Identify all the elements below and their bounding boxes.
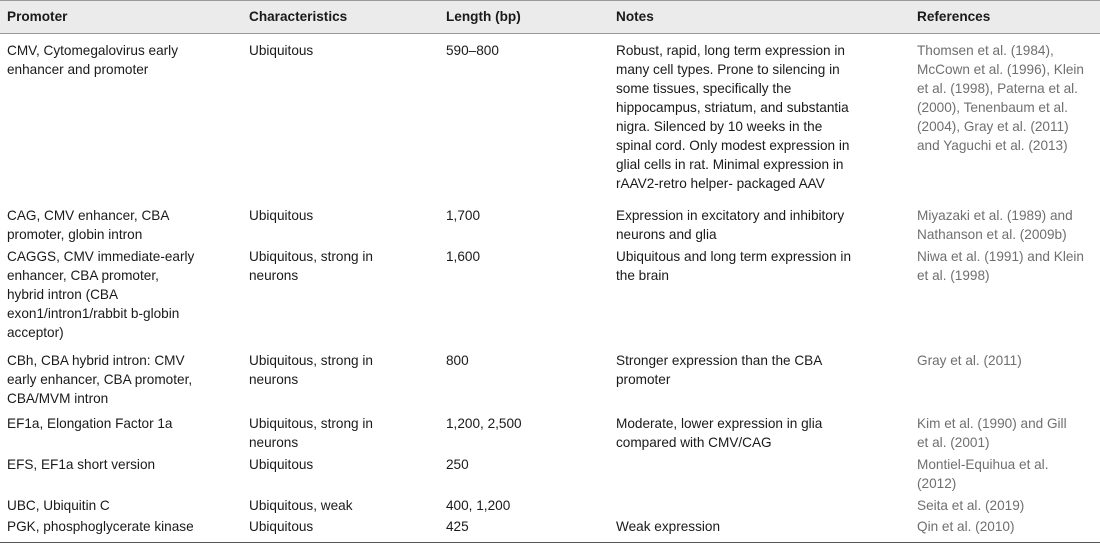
cell-references: Niwa et al. (1991) and Klein et al. (1998) (917, 249, 1084, 283)
cell-references: Gray et al. (2011) (917, 353, 1022, 368)
cell-references: Miyazaki et al. (1989) and Nathanson et al. (2009b) (917, 208, 1073, 242)
header-promoter: Promoter (7, 9, 68, 24)
header-references: References (917, 9, 991, 24)
cell-notes: Stronger expression than the CBA promoter (616, 353, 823, 387)
header-characteristics: Characteristics (249, 9, 348, 24)
cell-promoter: CAG, CMV enhancer, CBA promoter, globin intron (7, 208, 170, 242)
top-rule (0, 0, 1100, 1)
cell-length: 425 (446, 519, 469, 534)
cell-notes: Robust, rapid, long term expression in many cell types. Prone to silencing in some tissues, specifically the hippocampus, striatum, and substantia nigra. Silenced by 10 weeks in the spinal cord. Only modest expression in glial cells in rat. Minimal expression in rAAV2-retro helper- packaged AAV (616, 43, 850, 191)
header-notes: Notes (616, 9, 654, 24)
cell-references: Kim et al. (1990) and Gill et al. (2001) (917, 416, 1067, 450)
cell-length: 1,600 (446, 249, 481, 264)
bottom-rule (0, 542, 1100, 543)
cell-references: Qin et al. (2010) (917, 519, 1015, 534)
cell-characteristics: Ubiquitous (249, 208, 314, 223)
cell-notes: Weak expression (616, 519, 721, 534)
cell-length: 250 (446, 457, 469, 472)
cell-promoter: CMV, Cytomegalovirus early enhancer and promoter (7, 43, 178, 77)
cell-length: 800 (446, 353, 469, 368)
cell-notes: Moderate, lower expression in glia compared with CMV/CAG (616, 416, 823, 450)
header-rule (0, 33, 1100, 34)
cell-promoter: EFS, EF1a short version (7, 457, 156, 472)
cell-characteristics: Ubiquitous, strong in neurons (249, 416, 373, 450)
cell-notes: Expression in excitatory and inhibitory neurons and glia (616, 208, 845, 242)
cell-characteristics: Ubiquitous (249, 43, 314, 58)
cell-references: Seita et al. (2019) (917, 498, 1025, 513)
cell-characteristics: Ubiquitous, strong in neurons (249, 353, 373, 387)
cell-characteristics: Ubiquitous, weak (249, 498, 353, 513)
cell-length: 400, 1,200 (446, 498, 511, 513)
cell-characteristics: Ubiquitous (249, 457, 314, 472)
cell-length: 590–800 (446, 43, 499, 58)
cell-promoter: CAGGS, CMV immediate-early enhancer, CBA promoter, hybrid intron (CBA exon1/intron1/rabbit b-globin acceptor) (7, 249, 195, 340)
cell-promoter: PGK, phosphoglycerate kinase (7, 519, 194, 534)
cell-promoter: CBh, CBA hybrid intron: CMV early enhancer, CBA promoter, CBA/MVM intron (7, 353, 193, 406)
header-length: Length (bp) (446, 9, 521, 24)
cell-characteristics: Ubiquitous (249, 519, 314, 534)
cell-characteristics: Ubiquitous, strong in neurons (249, 249, 373, 283)
cell-references: Montiel-Equihua et al. (2012) (917, 457, 1049, 491)
cell-promoter: UBC, Ubiquitin C (7, 498, 110, 513)
cell-notes: Ubiquitous and long term expression in the brain (616, 249, 852, 283)
cell-length: 1,700 (446, 208, 481, 223)
cell-references: Thomsen et al. (1984), McCown et al. (1996), Klein et al. (1998), Paterna et al. (2000), Tenenbaum et al. (2004), Gray et al. (2011) and Yaguchi et al. (2013) (917, 43, 1084, 153)
cell-promoter: EF1a, Elongation Factor 1a (7, 416, 173, 431)
cell-length: 1,200, 2,500 (446, 416, 522, 431)
